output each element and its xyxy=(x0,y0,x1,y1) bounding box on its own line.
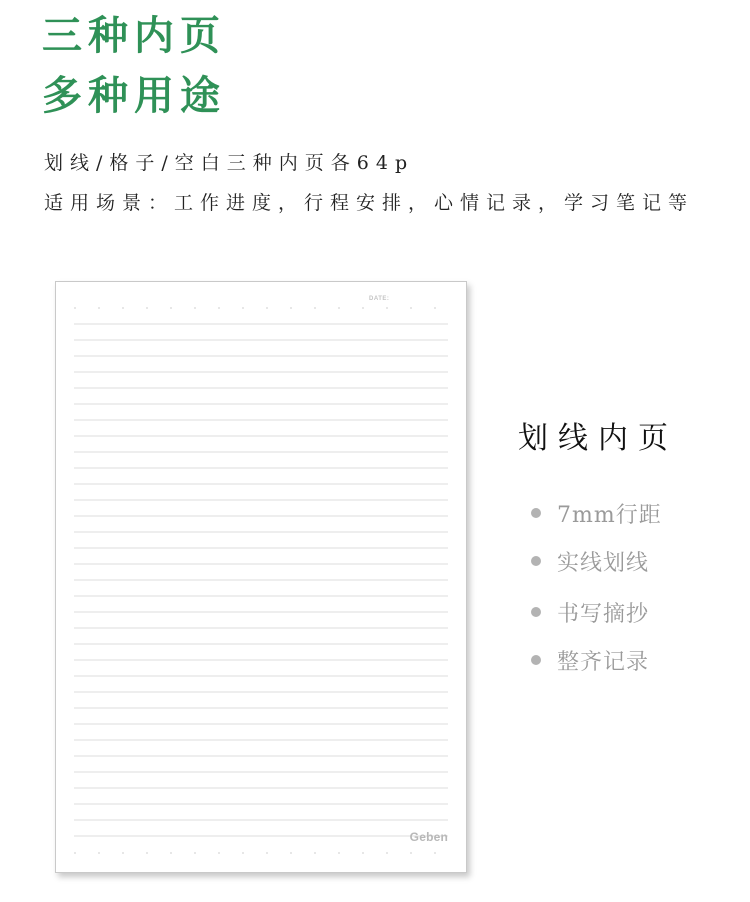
feature-item xyxy=(531,597,649,627)
feature-text: 书写摘抄 xyxy=(557,601,650,627)
bullet-dot-icon xyxy=(531,556,541,566)
feature-text: 7mm行距 xyxy=(557,502,662,528)
feature-text: 实线划线 xyxy=(557,550,650,576)
headline-line-2: 多种用途 xyxy=(42,72,226,119)
lined-page-sample xyxy=(55,281,467,873)
description-page-types: 划线/格子/空白三种内页各64p xyxy=(44,152,415,174)
bullet-dot-icon xyxy=(531,607,541,617)
feature-item xyxy=(531,498,662,528)
section-title: 划线内页 xyxy=(518,421,678,456)
feature-item xyxy=(531,645,649,675)
ruled-lines xyxy=(56,282,466,872)
bullet-dot-icon xyxy=(531,508,541,518)
description-use-cases: 适用场景：工作进度，行程安排，心情记录，学习笔记等 xyxy=(44,192,695,214)
date-label: DATE: xyxy=(369,296,390,302)
feature-item xyxy=(531,546,649,576)
feature-text: 整齐记录 xyxy=(557,649,650,675)
headline-line-1: 三种内页 xyxy=(42,12,226,59)
bullet-dot-icon xyxy=(531,655,541,665)
brand-logo: Geben xyxy=(409,830,448,844)
